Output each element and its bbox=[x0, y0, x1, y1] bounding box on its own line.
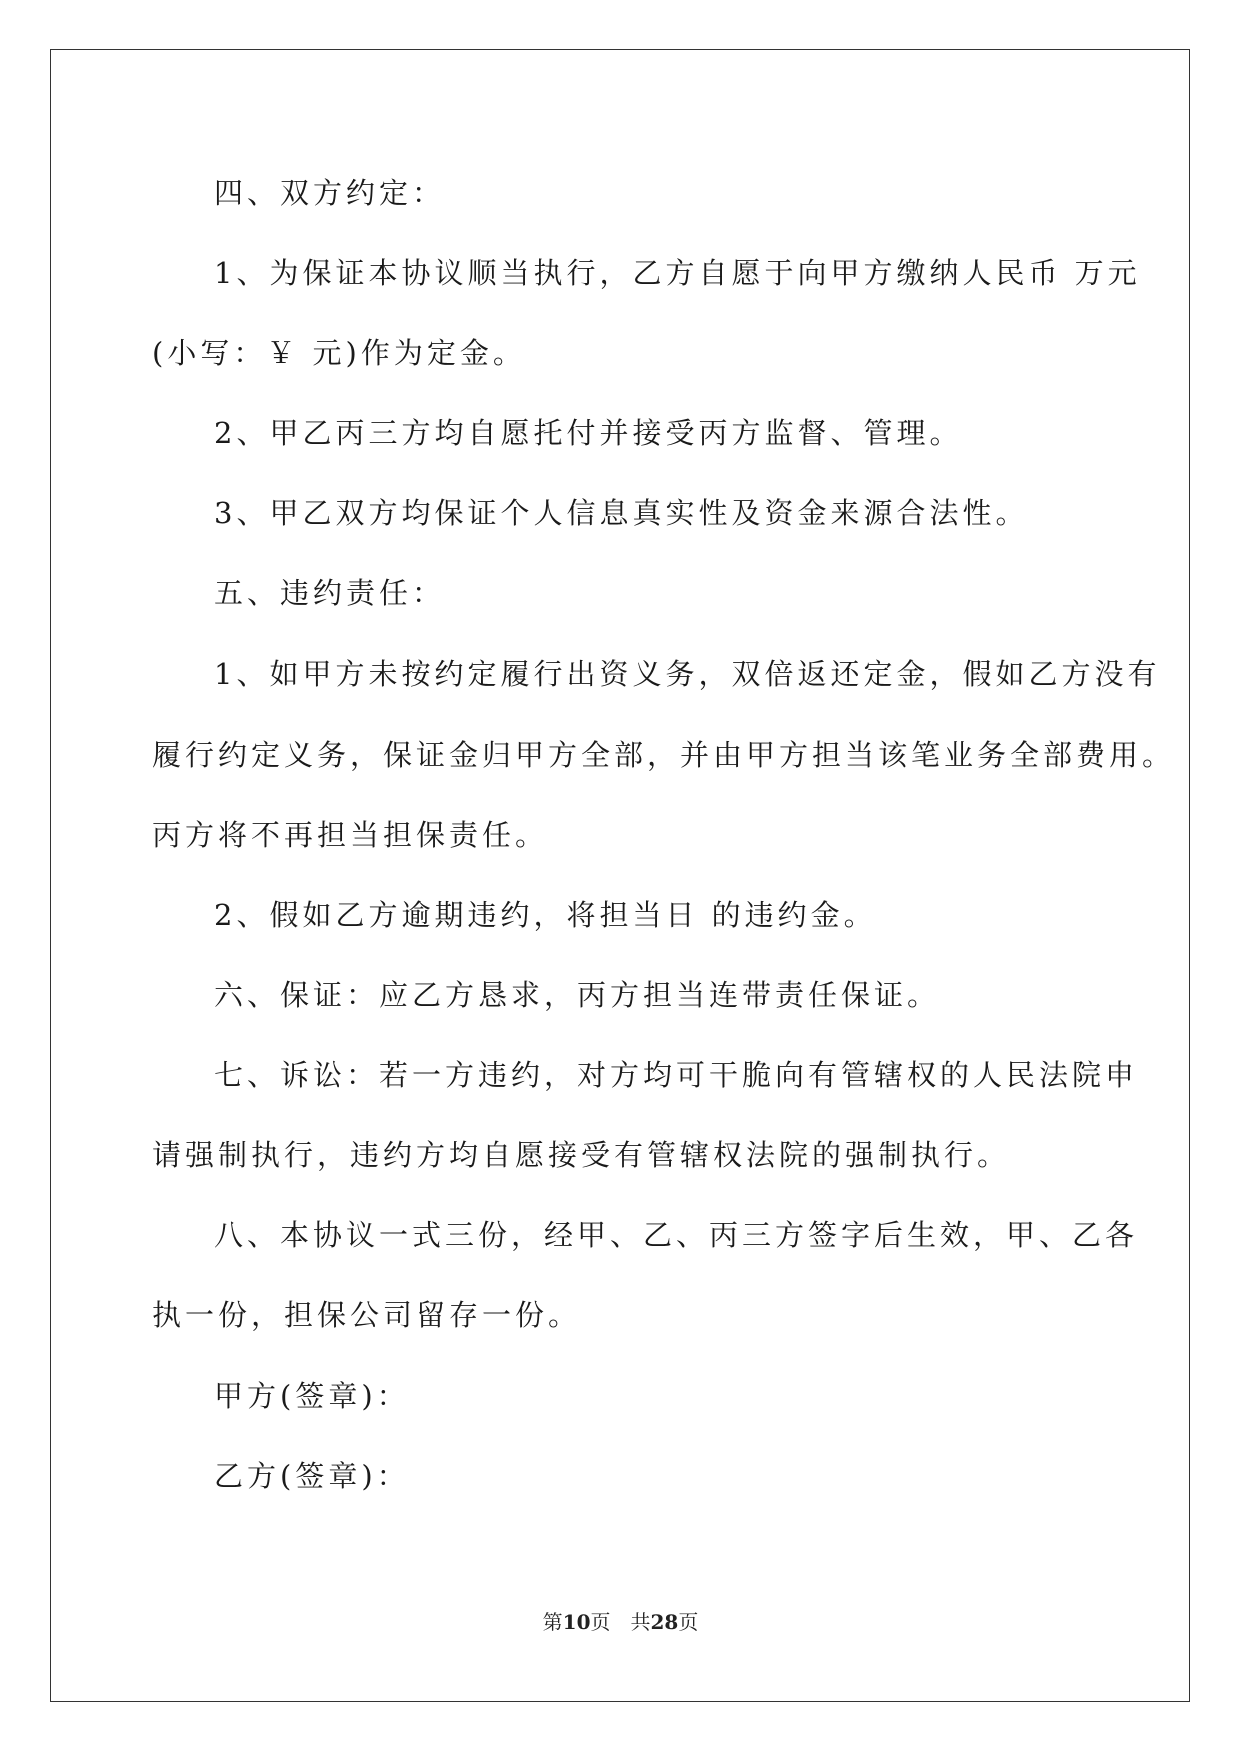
section-heading-agreement: 四、双方约定： bbox=[214, 176, 446, 210]
page-suffix: 页 bbox=[590, 1610, 611, 1634]
clause-paragraph: 执一份，担保公司留存一份。 bbox=[152, 1298, 582, 1332]
page-prefix: 第 bbox=[542, 1610, 563, 1634]
section-heading-litigation: 七、诉讼：若一方违约，对方均可干脆向有管辖权的人民法院申 bbox=[214, 1058, 1139, 1092]
total-prefix: 共 bbox=[630, 1610, 651, 1634]
clause-paragraph: 3、甲乙双方均保证个人信息真实性及资金来源合法性。 bbox=[214, 496, 1029, 530]
page-border bbox=[50, 49, 1190, 1702]
page-number-footer bbox=[0, 1606, 1241, 1635]
section-heading-copies: 八、本协议一式三份，经甲、乙、丙三方签字后生效，甲、乙各 bbox=[214, 1218, 1139, 1252]
section-heading-liability: 五、违约责任： bbox=[214, 576, 446, 610]
clause-paragraph: 履行约定义务，保证金归甲方全部，并由甲方担当该笔业务全部费用。 bbox=[152, 738, 1176, 772]
section-heading-guarantee: 六、保证：应乙方恳求，丙方担当连带责任保证。 bbox=[214, 978, 941, 1012]
total-suffix: 页 bbox=[678, 1610, 699, 1634]
clause-paragraph: 2、甲乙丙三方均自愿托付并接受丙方监督、管理。 bbox=[214, 416, 963, 450]
clause-paragraph: 1、如甲方未按约定履行出资义务，双倍返还定金，假如乙方没有 bbox=[214, 657, 1161, 691]
clause-paragraph: (小写：￥ 元)作为定金。 bbox=[152, 336, 526, 370]
current-page-number: 10 bbox=[562, 1610, 591, 1634]
clause-paragraph: 1、为保证本协议顺当执行，乙方自愿于向甲方缴纳人民币 万元 bbox=[214, 256, 1141, 290]
clause-paragraph: 请强制执行，违约方均自愿接受有管辖权法院的强制执行。 bbox=[152, 1138, 1011, 1172]
signature-party-a: 甲方(签章)： bbox=[214, 1379, 410, 1413]
clause-paragraph: 丙方将不再担当担保责任。 bbox=[152, 818, 549, 852]
clause-paragraph: 2、假如乙方逾期违约，将担当日 的违约金。 bbox=[214, 898, 877, 932]
total-pages-number: 28 bbox=[650, 1610, 679, 1634]
signature-party-b: 乙方(签章)： bbox=[214, 1459, 410, 1493]
